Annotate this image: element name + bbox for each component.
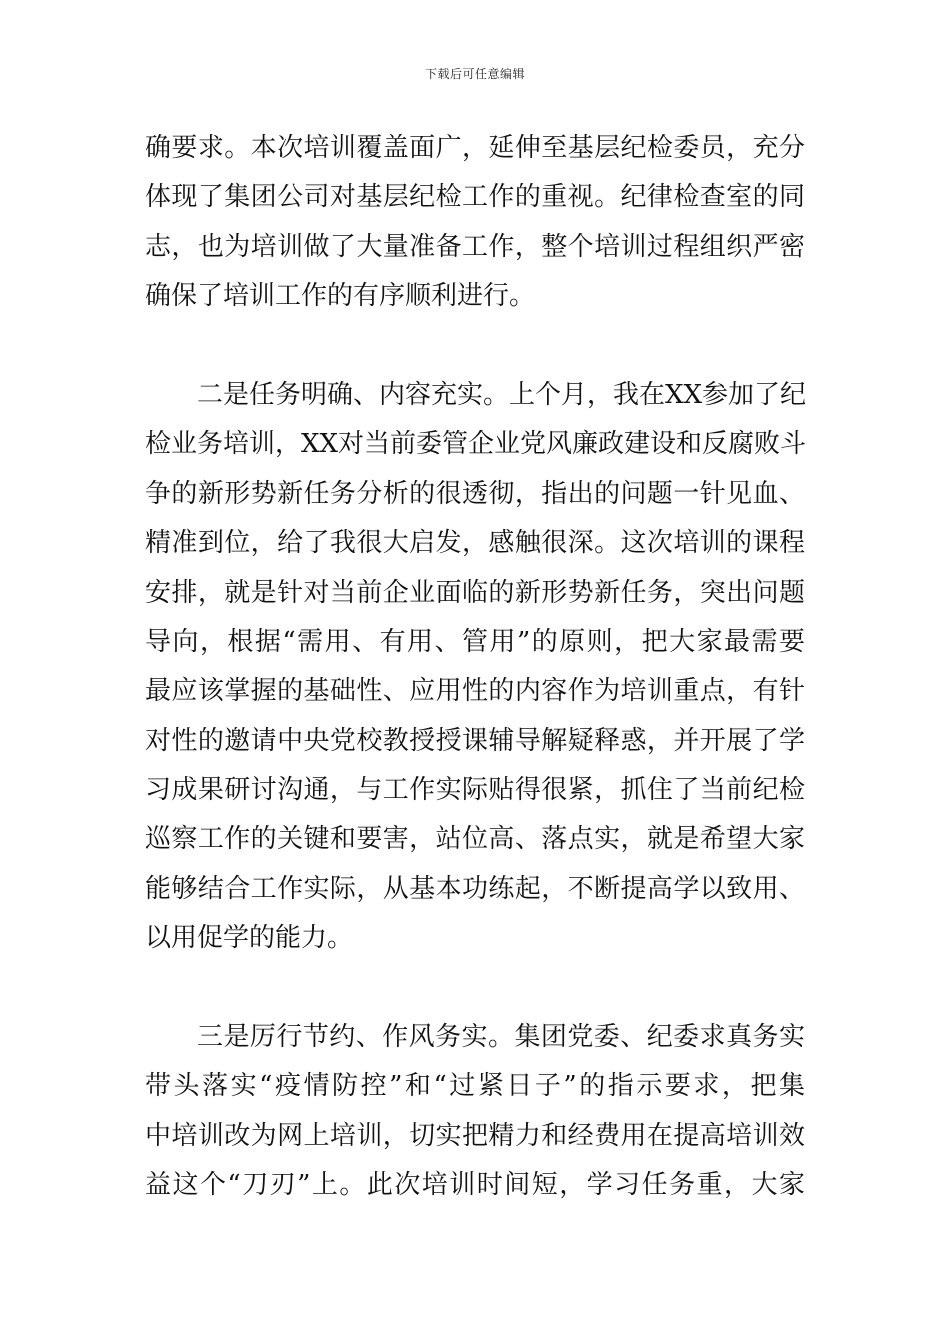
paragraph-1 bbox=[145, 124, 805, 322]
text-line: 精准到位，给了我很大启发，感触很深。这次培训的课程 bbox=[145, 528, 805, 559]
text-line: 习成果研讨沟通，与工作实际贴得很紧，抓住了当前纪检 bbox=[145, 775, 805, 806]
text-line: 志，也为培训做了大量准备工作，整个培训过程组织严密 bbox=[145, 231, 805, 262]
text-line: 导向，根据“需用、有用、管用”的原则，把大家最需要 bbox=[145, 626, 805, 657]
paragraph-3 bbox=[145, 1013, 805, 1211]
paragraph-2 bbox=[145, 371, 805, 964]
document-body bbox=[145, 124, 805, 1211]
text-line: 对性的邀请中央党校教授授课辅导解疑释惑，并开展了学 bbox=[145, 725, 805, 756]
text-line: 巡察工作的关键和要害，站位高、落点实，就是希望大家 bbox=[145, 824, 805, 855]
text-line: 检业务培训，XX对当前委管企业党风廉政建设和反腐败斗 bbox=[145, 429, 807, 460]
text-line: 二是任务明确、内容充实。上个月，我在XX参加了纪 bbox=[197, 379, 807, 410]
text-line: 三是厉行节约、作风务实。集团党委、纪委求真务实 bbox=[197, 1022, 805, 1053]
text-line: 安排，就是针对当前企业面临的新形势新任务，突出问题 bbox=[145, 577, 805, 608]
paragraph-spacer bbox=[145, 964, 805, 1013]
text-line: 带头落实“疫情防控”和“过紧日子”的指示要求，把集 bbox=[145, 1071, 805, 1102]
text-line: 争的新形势新任务分析的很透彻，指出的问题一针见血、 bbox=[145, 478, 805, 509]
text-line: 中培训改为网上培训，切实把精力和经费用在提高培训效 bbox=[145, 1120, 805, 1151]
text-line: 益这个“刀刃”上。此次培训时间短，学习任务重，大家 bbox=[145, 1170, 805, 1201]
text-line: 最应该掌握的基础性、应用性的内容作为培训重点，有针 bbox=[145, 676, 805, 707]
paragraph-spacer bbox=[145, 322, 805, 371]
page-header: 下载后可任意编辑 bbox=[424, 67, 525, 81]
text-line: 以用促学的能力。 bbox=[145, 923, 354, 954]
text-line: 能够结合工作实际，从基本功练起，不断提高学以致用、 bbox=[145, 873, 805, 904]
text-line: 体现了集团公司对基层纪检工作的重视。纪律检查室的同 bbox=[145, 182, 805, 213]
text-line: 确要求。本次培训覆盖面广，延伸至基层纪检委员，充分 bbox=[145, 133, 805, 163]
text-line: 确保了培训工作的有序顺利进行。 bbox=[145, 281, 536, 312]
